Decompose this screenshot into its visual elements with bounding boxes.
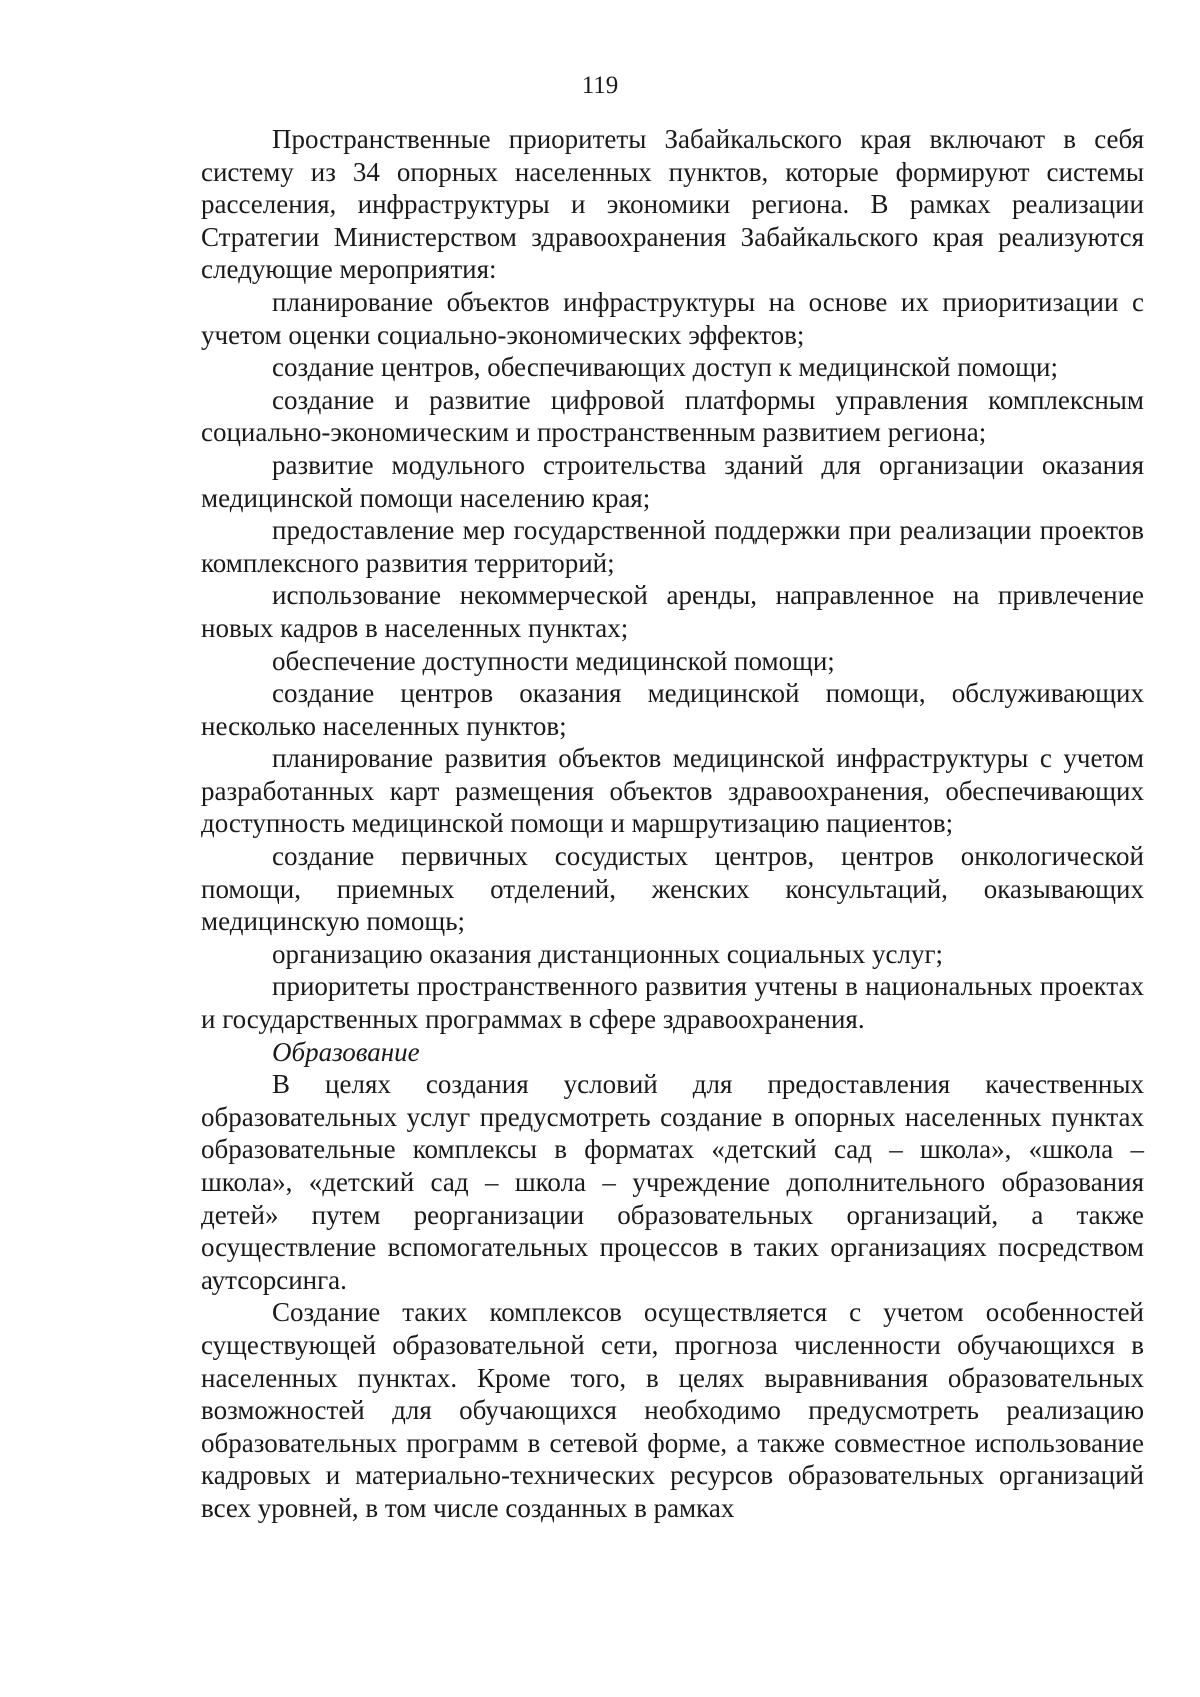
section-heading: Образование	[272, 1036, 420, 1067]
list-item: создание центров, обеспечивающих доступ к медицинской помощи;	[272, 352, 1058, 383]
list-item: создание и развитие цифровой платформы управления комплексным социально-экономическим и пространственным развитием региона;	[201, 384, 1144, 448]
list-item: планирование объектов инфраструктуры на основе их приоритизации с учетом оценки социально-экономических эффектов;	[201, 286, 1144, 350]
page-number: 119	[581, 72, 619, 99]
list-item: приоритеты пространственного развития учтены в национальных проектах и государственных программах в сфере здравоохранения.	[201, 971, 1144, 1035]
list-item: организацию оказания дистанционных социальных услуг;	[272, 938, 944, 969]
paragraph: Создание таких комплексов осуществляется с учетом особенностей существующей образовательной сети, прогноза численности обучающихся в населенных пунктах. Кроме того, в целях выравнивания образовательных возможностей для обучающихся необходимо предусмотреть реализацию образовательных программ в сетевой форме, а также совместное использование кадровых и материально-технических ресурсов образовательных организаций всех уровней, в том числе созданных в рамках	[201, 1297, 1144, 1523]
list-item: создание центров оказания медицинской помощи, обслуживающих несколько населенных пунктов;	[201, 678, 1144, 741]
list-item: планирование развития объектов медицинской инфраструктуры с учетом разработанных карт размещения объектов здравоохранения, обеспечивающих доступность медицинской помощи и маршрутизацию пациентов;	[201, 743, 1144, 839]
list-item: использование некоммерческой аренды, направленное на привлечение новых кадров в населенных пунктах;	[201, 580, 1144, 643]
list-item: предоставление мер государственной поддержки при реализации проектов комплексного развития территорий;	[201, 515, 1144, 578]
paragraph: В целях создания условий для предоставления качественных образовательных услуг предусмотреть создание в опорных населенных пунктах образовательные комплексы в форматах «детский сад – школа», «школа – школа», «детский сад – школа – учреждение дополнительного образования детей» путем реорганизации образовательных организаций, а также осуществление вспомогательных процессов в таких организациях посредством аутсорсинга.	[201, 1069, 1144, 1295]
paragraph: Пространственные приоритеты Забайкальского края включают в себя систему из 34 опорных населенных пунктов, которые формируют системы расселения, инфраструктуры и экономики региона. В рамках реализации Стратегии Министерством здравоохранения Забайкальского края реализуются следующие мероприятия:	[201, 124, 1144, 285]
list-item: развитие модульного строительства зданий для организации оказания медицинской помощи населению края;	[201, 449, 1144, 513]
document-body	[201, 123, 1144, 1525]
list-item: обеспечение доступности медицинской помощи;	[272, 645, 835, 676]
list-item: создание первичных сосудистых центров, центров онкологической помощи, приемных отделений, женских консультаций, оказывающих медицинскую помощь;	[201, 841, 1144, 937]
